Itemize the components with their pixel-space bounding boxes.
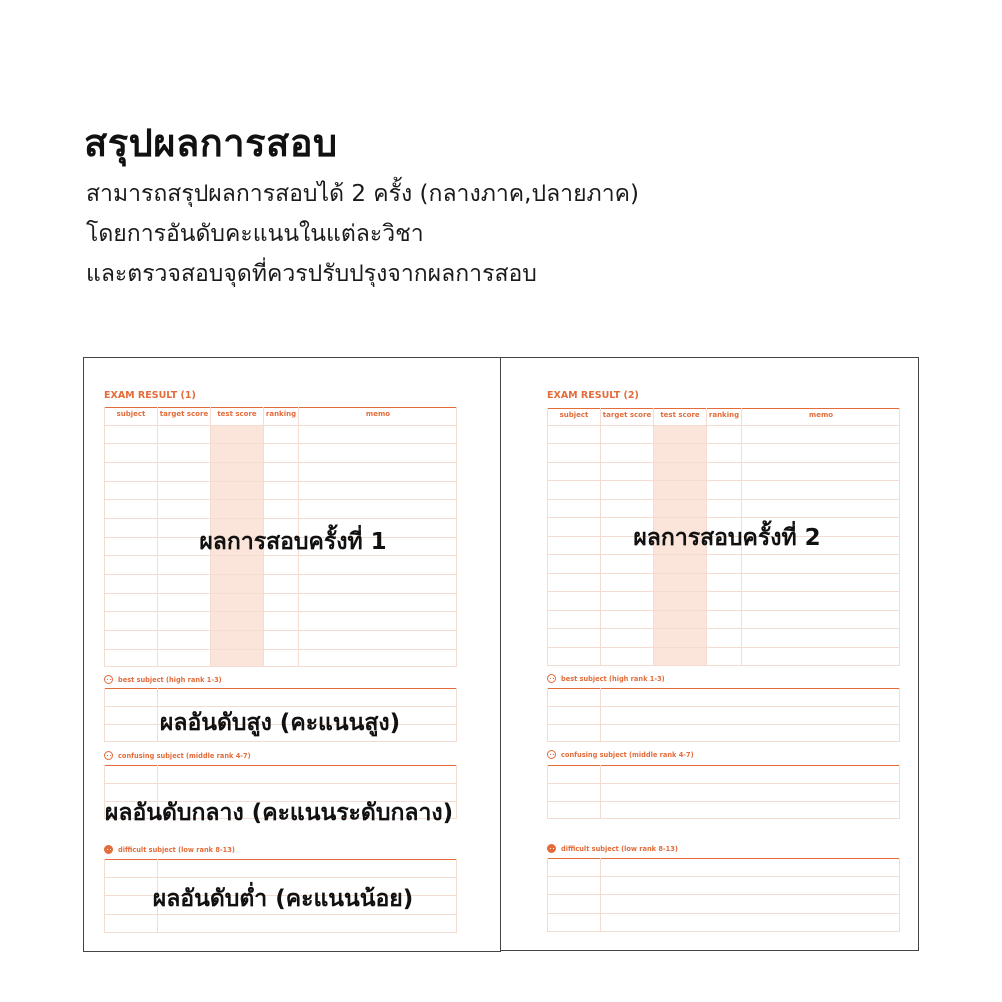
col-header-target-score: target score: [602, 411, 652, 419]
column-line: [547, 858, 548, 932]
row-line: [104, 499, 457, 500]
confusing-subject-label: [104, 751, 251, 760]
page-title: EXAM RESULT (2): [547, 390, 639, 401]
column-line: [899, 688, 900, 742]
best-subject-text: best subject (high rank 1-3): [118, 675, 222, 684]
row-line: [547, 913, 900, 914]
col-header-target-score: target score: [159, 410, 209, 418]
difficult-subject-label: [104, 845, 235, 854]
col-header-subject: subject: [559, 411, 589, 419]
row-line: [547, 628, 900, 629]
column-line: [104, 688, 105, 742]
neutral-face-icon: [104, 751, 113, 760]
row-line: [104, 666, 457, 667]
confusing-subject-label: [547, 750, 694, 759]
overlay-result-2: ผลการสอบครั้งที่ 2: [633, 525, 821, 551]
column-line: [600, 858, 601, 932]
column-line: [899, 765, 900, 819]
sad-face-icon: [104, 845, 113, 854]
row-line: [104, 425, 457, 426]
confusing-subject-text: confusing subject (middle rank 4-7): [118, 751, 251, 760]
page-heading: สรุปผลการสอบ: [84, 121, 338, 165]
column-line: [547, 765, 548, 819]
overlay-high-rank: ผลอันดับสูง (คะแนนสูง): [159, 710, 401, 736]
description-line-2: โดยการอันดับคะแนนในแต่ละวิชา: [86, 221, 424, 247]
row-line: [547, 801, 900, 802]
confusing-subject-text: confusing subject (middle rank 4-7): [561, 750, 694, 759]
neutral-face-icon: [547, 750, 556, 759]
column-line: [456, 765, 457, 819]
col-header-subject: subject: [116, 410, 146, 418]
difficult-subject-text: difficult subject (low rank 8-13): [561, 844, 678, 853]
best-subject-table: [547, 688, 900, 742]
page-title: EXAM RESULT (1): [104, 390, 196, 401]
row-line: [547, 610, 900, 611]
row-line: [104, 462, 457, 463]
row-line: [547, 876, 900, 877]
row-line: [547, 591, 900, 592]
difficult-subject-label: [547, 844, 678, 853]
column-line: [456, 688, 457, 742]
best-subject-text: best subject (high rank 1-3): [561, 674, 665, 683]
row-line: [547, 462, 900, 463]
row-line: [104, 741, 457, 742]
confusing-subject-table: [547, 765, 900, 819]
row-line: [104, 593, 457, 594]
row-line: [547, 741, 900, 742]
overlay-middle-rank: ผลอันดับกลาง (คะแนนระดับกลาง): [104, 800, 454, 826]
row-line: [547, 706, 900, 707]
row-line: [104, 783, 457, 784]
best-subject-label: [104, 675, 222, 684]
col-header-test-score: test score: [660, 411, 700, 419]
row-line: [547, 425, 900, 426]
row-line: [104, 877, 457, 878]
col-header-memo: memo: [808, 411, 834, 419]
row-line: [547, 517, 900, 518]
difficult-subject-table: [547, 858, 900, 932]
row-line: [547, 931, 900, 932]
column-line: [104, 859, 105, 933]
exam-result-page-2: [500, 357, 919, 951]
row-line: [547, 480, 900, 481]
sad-face-icon: [547, 844, 556, 853]
best-subject-label: [547, 674, 665, 683]
column-line: [456, 859, 457, 933]
column-line: [547, 688, 548, 742]
column-line: [600, 765, 601, 819]
row-line: [104, 481, 457, 482]
row-line: [104, 574, 457, 575]
row-line: [547, 724, 900, 725]
row-line: [547, 783, 900, 784]
row-line: [547, 443, 900, 444]
row-line: [547, 665, 900, 666]
row-line: [547, 499, 900, 500]
row-line: [104, 649, 457, 650]
row-line: [104, 518, 457, 519]
column-line: [157, 688, 158, 742]
overlay-result-1: ผลการสอบครั้งที่ 1: [199, 529, 387, 555]
column-line: [600, 688, 601, 742]
col-header-test-score: test score: [217, 410, 257, 418]
row-line: [104, 630, 457, 631]
smile-face-icon: [104, 675, 113, 684]
smile-face-icon: [547, 674, 556, 683]
row-line: [547, 573, 900, 574]
col-header-memo: memo: [365, 410, 391, 418]
col-header-ranking: ranking: [708, 411, 740, 419]
row-line: [104, 932, 457, 933]
row-line: [547, 894, 900, 895]
description-line-3: และตรวจสอบจุดที่ควรปรับปรุงจากผลการสอบ: [86, 261, 537, 287]
difficult-subject-text: difficult subject (low rank 8-13): [118, 845, 235, 854]
description-line-1: สามารถสรุปผลการสอบได้ 2 ครั้ง (กลางภาค,ปลายภาค): [86, 181, 639, 207]
row-line: [547, 818, 900, 819]
overlay-low-rank: ผลอันดับต่ำ (คะแนนน้อย): [152, 886, 414, 912]
exam-result-page-1: [83, 357, 501, 952]
row-line: [104, 611, 457, 612]
col-header-ranking: ranking: [265, 410, 297, 418]
column-line: [899, 858, 900, 932]
row-line: [104, 443, 457, 444]
row-line: [547, 647, 900, 648]
